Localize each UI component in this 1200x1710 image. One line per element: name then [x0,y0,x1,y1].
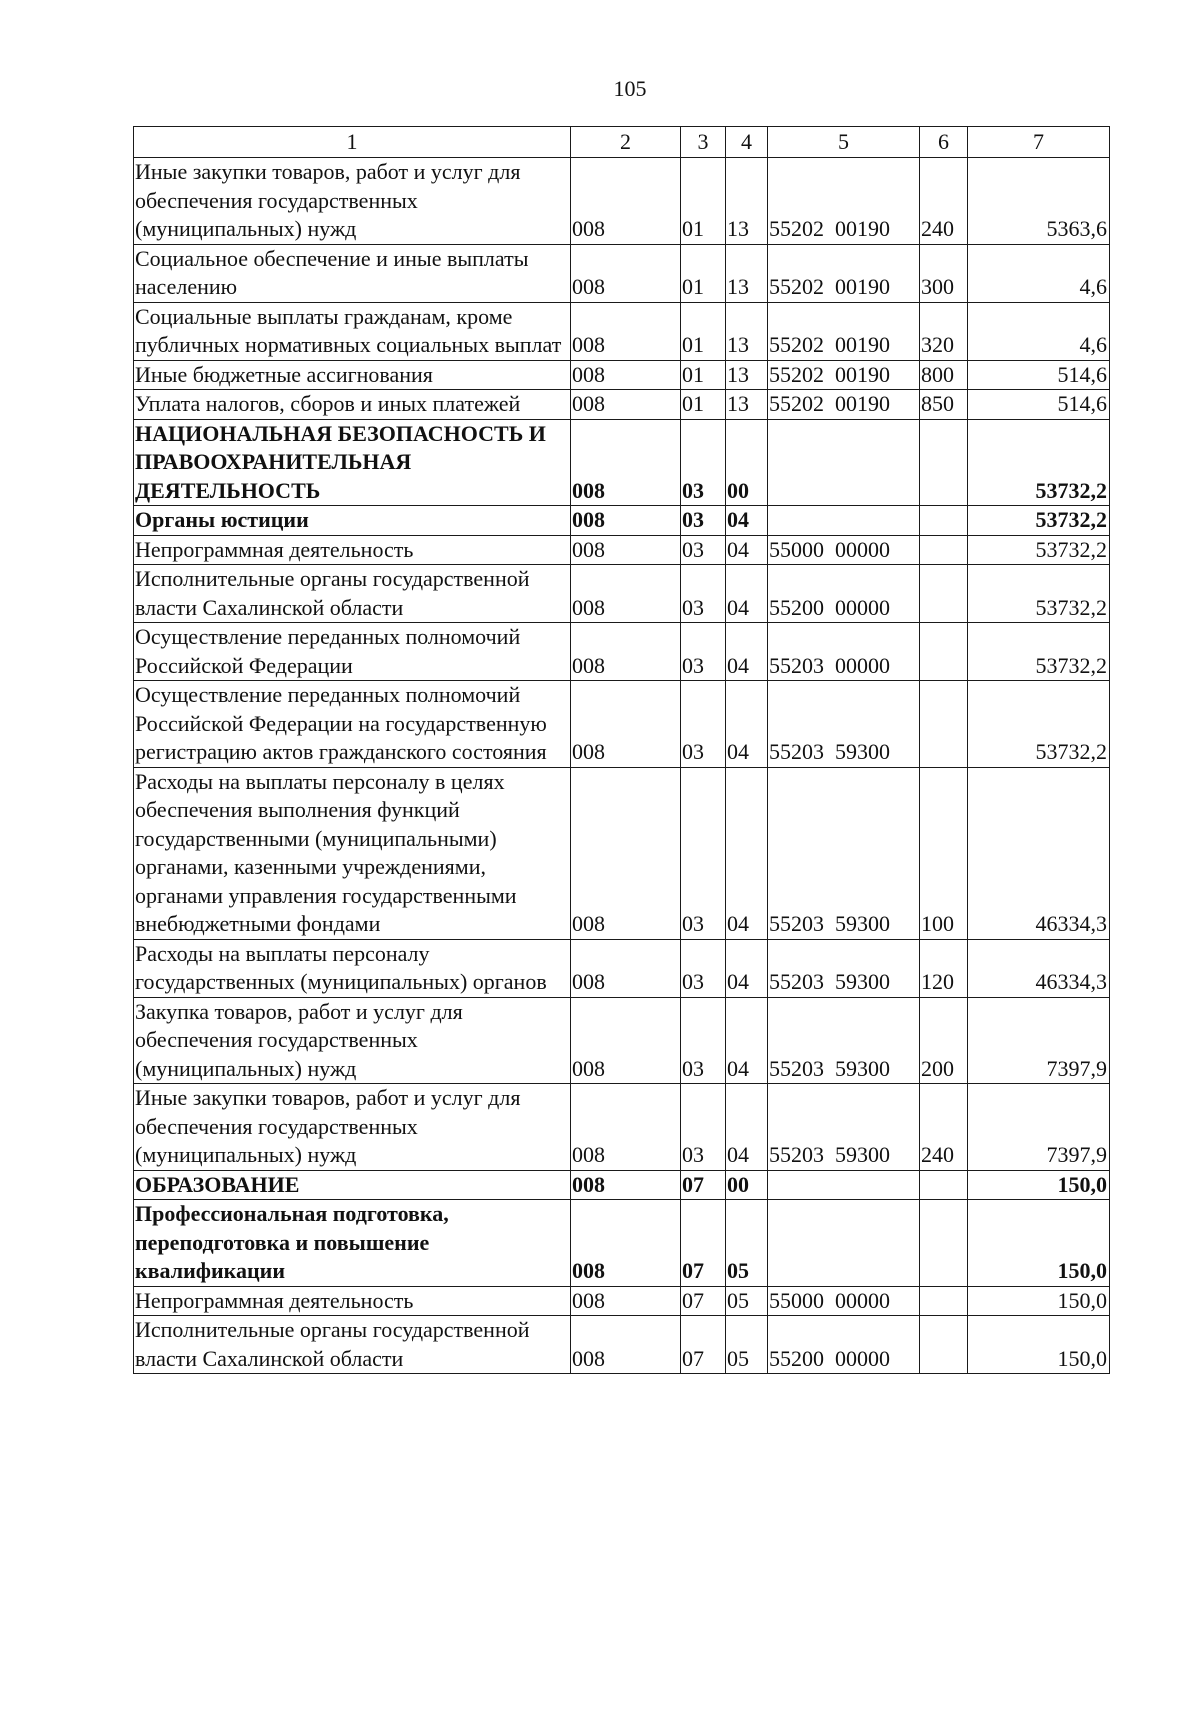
table-row [134,767,1110,939]
table-row [134,506,1110,536]
row-amount: 53732,2 [968,535,1110,565]
row-section-code: 01 [681,360,726,390]
header-cell-2: 2 [571,127,681,158]
row-ved-code: 008 [571,390,681,420]
row-ved-code: 008 [571,767,681,939]
row-expense-type [920,565,968,623]
table-row [134,1286,1110,1316]
row-amount: 4,6 [968,302,1110,360]
row-section-code: 03 [681,681,726,768]
row-amount: 46334,3 [968,939,1110,997]
table-row [134,997,1110,1084]
row-section-code: 03 [681,565,726,623]
budget-table [133,126,1110,1374]
row-section-code: 01 [681,302,726,360]
row-ved-code: 008 [571,302,681,360]
row-expense-type [920,419,968,506]
row-ved-code: 008 [571,1286,681,1316]
row-name: Социальные выплаты гражданам, кроме публичных нормативных социальных выплат [134,302,571,360]
row-expense-type [920,535,968,565]
row-section-code: 07 [681,1316,726,1374]
table-body [134,158,1110,1374]
row-amount: 514,6 [968,390,1110,420]
row-expense-type: 240 [920,158,968,245]
row-ved-code: 008 [571,939,681,997]
row-ved-code: 008 [571,360,681,390]
row-expense-type: 240 [920,1084,968,1171]
row-name: Расходы на выплаты персоналу государственных (муниципальных) органов [134,939,571,997]
row-target-article: 55000 00000 [768,1286,920,1316]
row-amount: 150,0 [968,1316,1110,1374]
table-row [134,419,1110,506]
row-subsection-code: 13 [726,158,768,245]
row-name: Исполнительные органы государственной власти Сахалинской области [134,565,571,623]
row-expense-type [920,681,968,768]
table-row [134,681,1110,768]
row-expense-type: 120 [920,939,968,997]
row-amount: 150,0 [968,1170,1110,1200]
row-target-article: 55202 00190 [768,360,920,390]
row-expense-type [920,1316,968,1374]
row-expense-type [920,506,968,536]
row-subsection-code: 05 [726,1286,768,1316]
header-cell-7: 7 [968,127,1110,158]
row-expense-type [920,1200,968,1287]
row-name: Осуществление переданных полномочий Российской Федерации на государственную регистрацию актов гражданского состояния [134,681,571,768]
row-name: Уплата налогов, сборов и иных платежей [134,390,571,420]
table-row [134,158,1110,245]
table-row [134,939,1110,997]
header-row [134,127,1110,158]
row-section-code: 01 [681,390,726,420]
table-row [134,1084,1110,1171]
row-section-code: 03 [681,623,726,681]
row-amount: 7397,9 [968,1084,1110,1171]
row-section-code: 07 [681,1200,726,1287]
row-section-code: 01 [681,158,726,245]
row-section-code: 01 [681,244,726,302]
row-ved-code: 008 [571,244,681,302]
row-ved-code: 008 [571,565,681,623]
row-ved-code: 008 [571,535,681,565]
row-section-code: 03 [681,767,726,939]
table-row [134,1170,1110,1200]
row-ved-code: 008 [571,997,681,1084]
row-expense-type: 100 [920,767,968,939]
row-expense-type: 800 [920,360,968,390]
row-target-article: 55203 59300 [768,997,920,1084]
row-name: Иные закупки товаров, работ и услуг для обеспечения государственных (муниципальных) нужд [134,1084,571,1171]
row-target-article: 55203 59300 [768,681,920,768]
row-expense-type: 200 [920,997,968,1084]
row-amount: 7397,9 [968,997,1110,1084]
row-target-article: 55200 00000 [768,1316,920,1374]
row-expense-type [920,1170,968,1200]
row-name: НАЦИОНАЛЬНАЯ БЕЗОПАСНОСТЬ И ПРАВООХРАНИТЕЛЬНАЯ ДЕЯТЕЛЬНОСТЬ [134,419,571,506]
row-amount: 53732,2 [968,623,1110,681]
row-subsection-code: 04 [726,1084,768,1171]
row-amount: 53732,2 [968,419,1110,506]
row-name: Профессиональная подготовка, переподготовка и повышение квалификации [134,1200,571,1287]
row-name: Закупка товаров, работ и услуг для обеспечения государственных (муниципальных) нужд [134,997,571,1084]
row-target-article: 55203 00000 [768,623,920,681]
row-target-article: 55203 59300 [768,767,920,939]
table-row [134,244,1110,302]
row-section-code: 03 [681,535,726,565]
row-target-article [768,506,920,536]
row-name: Иные бюджетные ассигнования [134,360,571,390]
row-target-article [768,1200,920,1287]
row-amount: 514,6 [968,360,1110,390]
row-target-article: 55203 59300 [768,1084,920,1171]
row-name: Непрограммная деятельность [134,535,571,565]
row-name: Расходы на выплаты персоналу в целях обеспечения выполнения функций государственными (муниципальными) органами, казенными учреждениями, органами управления государственными внебюджетными фондами [134,767,571,939]
row-subsection-code: 04 [726,535,768,565]
row-ved-code: 008 [571,681,681,768]
row-subsection-code: 04 [726,997,768,1084]
row-section-code: 03 [681,997,726,1084]
row-subsection-code: 13 [726,244,768,302]
row-ved-code: 008 [571,1084,681,1171]
row-target-article: 55203 59300 [768,939,920,997]
row-ved-code: 008 [571,1316,681,1374]
table-row [134,302,1110,360]
table-row [134,1200,1110,1287]
row-amount: 46334,3 [968,767,1110,939]
header-cell-3: 3 [681,127,726,158]
row-name: Органы юстиции [134,506,571,536]
row-subsection-code: 04 [726,565,768,623]
row-target-article: 55202 00190 [768,390,920,420]
row-subsection-code: 05 [726,1316,768,1374]
row-subsection-code: 13 [726,302,768,360]
row-name: ОБРАЗОВАНИЕ [134,1170,571,1200]
header-cell-1: 1 [134,127,571,158]
row-section-code: 07 [681,1286,726,1316]
row-target-article: 55202 00190 [768,302,920,360]
row-subsection-code: 04 [726,623,768,681]
header-cell-4: 4 [726,127,768,158]
row-section-code: 03 [681,939,726,997]
row-target-article [768,1170,920,1200]
row-expense-type: 320 [920,302,968,360]
row-subsection-code: 05 [726,1200,768,1287]
row-name: Социальное обеспечение и иные выплаты населению [134,244,571,302]
header-cell-5: 5 [768,127,920,158]
row-expense-type [920,623,968,681]
row-section-code: 03 [681,506,726,536]
row-amount: 4,6 [968,244,1110,302]
header-cell-6: 6 [920,127,968,158]
row-name: Осуществление переданных полномочий Российской Федерации [134,623,571,681]
table-row [134,623,1110,681]
row-expense-type [920,1286,968,1316]
row-ved-code: 008 [571,1170,681,1200]
row-ved-code: 008 [571,623,681,681]
row-amount: 5363,6 [968,158,1110,245]
row-subsection-code: 04 [726,506,768,536]
row-name: Иные закупки товаров, работ и услуг для обеспечения государственных (муниципальных) нужд [134,158,571,245]
row-name: Непрограммная деятельность [134,1286,571,1316]
row-expense-type: 300 [920,244,968,302]
row-subsection-code: 13 [726,360,768,390]
row-target-article [768,419,920,506]
row-amount: 53732,2 [968,565,1110,623]
row-name: Исполнительные органы государственной власти Сахалинской области [134,1316,571,1374]
row-section-code: 03 [681,1084,726,1171]
row-ved-code: 008 [571,419,681,506]
row-subsection-code: 04 [726,681,768,768]
row-target-article: 55202 00190 [768,158,920,245]
row-target-article: 55200 00000 [768,565,920,623]
table-row [134,565,1110,623]
row-subsection-code: 04 [726,939,768,997]
table-row [134,390,1110,420]
row-expense-type: 850 [920,390,968,420]
row-ved-code: 008 [571,158,681,245]
row-section-code: 03 [681,419,726,506]
row-ved-code: 008 [571,1200,681,1287]
row-subsection-code: 00 [726,1170,768,1200]
row-subsection-code: 00 [726,419,768,506]
row-ved-code: 008 [571,506,681,536]
row-target-article: 55202 00190 [768,244,920,302]
row-target-article: 55000 00000 [768,535,920,565]
row-subsection-code: 13 [726,390,768,420]
page-number: 105 [613,76,647,101]
row-amount: 53732,2 [968,681,1110,768]
row-amount: 150,0 [968,1286,1110,1316]
row-subsection-code: 04 [726,767,768,939]
table-row [134,535,1110,565]
table-row [134,1316,1110,1374]
row-amount: 150,0 [968,1200,1110,1287]
row-amount: 53732,2 [968,506,1110,536]
table-row [134,360,1110,390]
row-section-code: 07 [681,1170,726,1200]
